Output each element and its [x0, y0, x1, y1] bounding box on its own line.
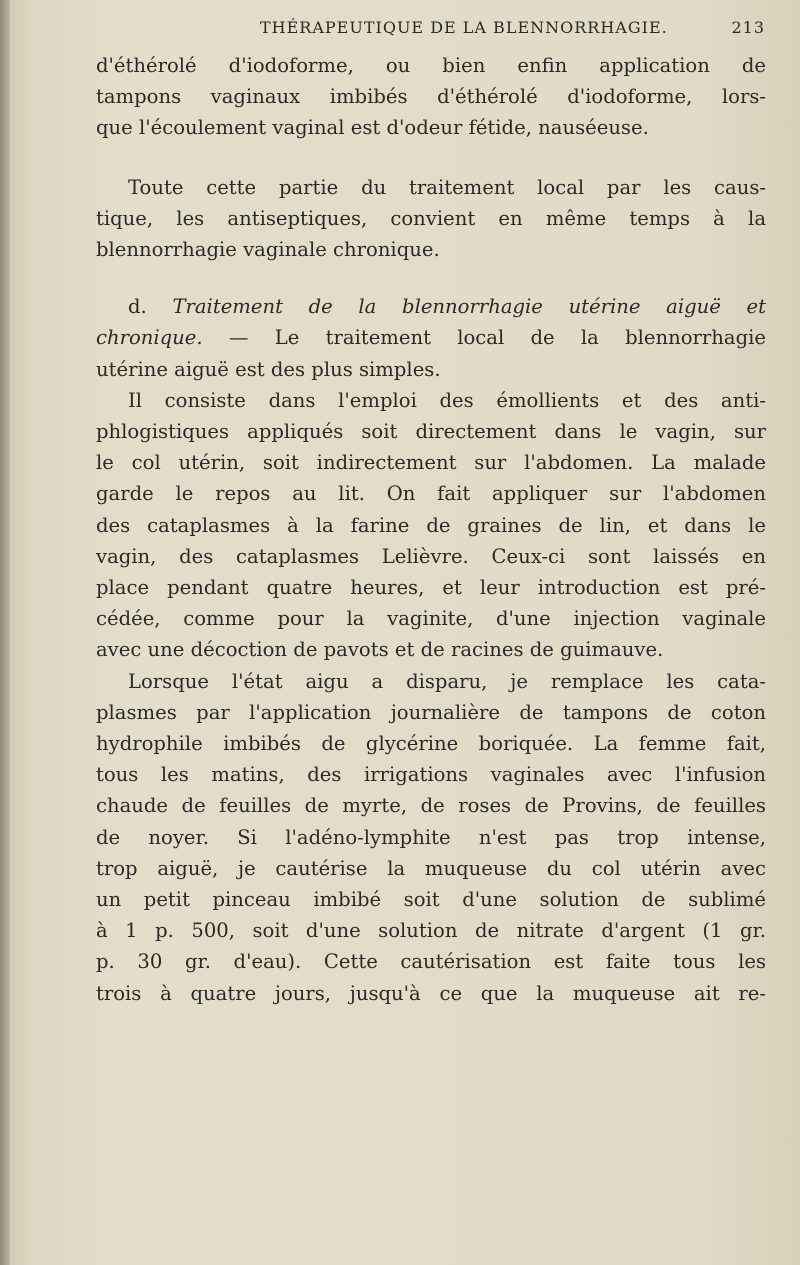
section-heading-italic: chronique.	[96, 326, 203, 350]
text-line: de noyer. Si l'adéno-lymphite n'est pas trop intense,	[96, 825, 766, 849]
text-line: trois à quatre jours, jusqu'à ce que la muqueuse ait re-	[96, 981, 766, 1005]
text-line: Toute cette partie du traitement local par les caus-	[128, 175, 766, 199]
text-line: que l'écoulement vaginal est d'odeur fétide, nauséeuse.	[96, 116, 649, 140]
page-spine-shadow	[0, 0, 10, 1265]
running-header	[260, 18, 765, 37]
running-title: THÉRAPEUTIQUE DE LA BLENNORRHAGIE.	[260, 18, 668, 37]
text-line: à 1 p. 500, soit d'une solution de nitrate d'argent (1 gr.	[96, 919, 766, 943]
text-line: plasmes par l'application journalière de tampons de coton	[96, 700, 766, 724]
section-letter: d.	[128, 295, 173, 319]
text-line: chaude de feuilles de myrte, de roses de Provins, de feuilles	[96, 794, 766, 818]
text-line: hydrophile imbibés de glycérine boriquée. La femme fait,	[96, 732, 766, 756]
text-line: tous les matins, des irrigations vaginales avec l'infusion	[96, 763, 766, 787]
text-line: Il consiste dans l'emploi des émollients et des anti-	[128, 388, 766, 412]
text-line: phlogistiques appliqués soit directement dans le vagin, sur	[96, 420, 766, 444]
section-heading-line	[96, 291, 766, 322]
text-line: Lorsque l'état aigu a disparu, je remplace les cata-	[128, 669, 766, 693]
text-line: cédée, comme pour la vaginite, d'une injection vaginale	[96, 607, 766, 631]
text-line	[96, 322, 766, 353]
text-line: avec une décoction de pavots et de racines de guimauve.	[96, 638, 664, 662]
text-line: des cataplasmes à la farine de graines de lin, et dans le	[96, 513, 766, 537]
text-line: p. 30 gr. d'eau). Cette cautérisation est faite tous les	[96, 950, 766, 974]
paragraph-gap	[96, 144, 766, 172]
text-line: un petit pinceau imbibé soit d'une solution de sublimé	[96, 888, 766, 912]
text-line: utérine aiguë est des plus simples.	[96, 357, 441, 381]
page-number: 213	[731, 18, 765, 37]
text-line: blennorrhagie vaginale chronique.	[96, 238, 440, 262]
text-line: d'éthérolé d'iodoforme, ou bien enfin application de	[96, 54, 766, 77]
text-fragment: — Le traitement local de la blennorrhagie	[202, 326, 766, 350]
text-line: garde le repos au lit. On fait appliquer sur l'abdomen	[96, 482, 766, 506]
text-line: le col utérin, soit indirectement sur l'abdomen. La malade	[96, 451, 766, 475]
text-line: vagin, des cataplasmes Lelièvre. Ceux-ci sont laissés en	[96, 544, 766, 568]
text-line: tique, les antiseptiques, convient en même temps à la	[96, 206, 766, 230]
text-line: place pendant quatre heures, et leur introduction est pré-	[96, 576, 766, 600]
body-text	[96, 50, 766, 1009]
text-line: trop aiguë, je cautérise la muqueuse du col utérin avec	[96, 856, 766, 880]
section-heading-italic: Traitement de la blennorrhagie utérine aiguë et	[172, 295, 767, 319]
text-line: tampons vaginaux imbibés d'éthérolé d'iodoforme, lors-	[96, 85, 766, 109]
paragraph-gap	[96, 265, 766, 291]
